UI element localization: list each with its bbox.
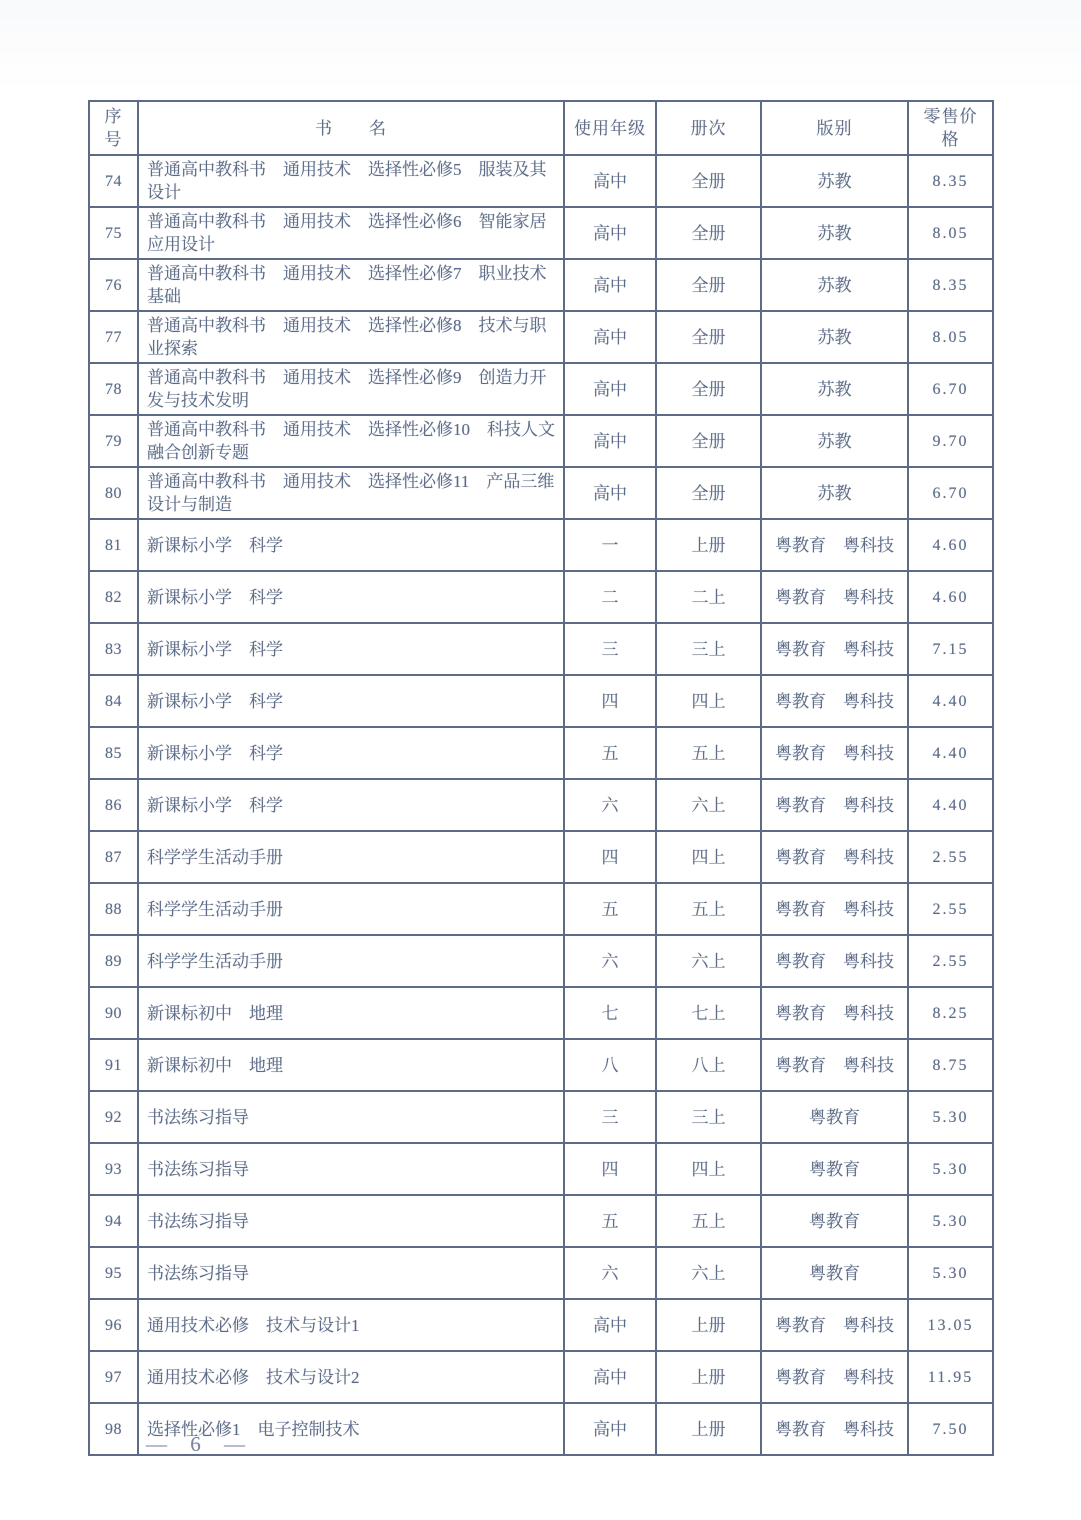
header-volume: 册次 (656, 101, 761, 155)
cell-serial: 83 (89, 623, 138, 675)
cell-serial: 89 (89, 935, 138, 987)
table-row (89, 155, 993, 207)
cell-edition: 粤教育 粤科技 (761, 675, 908, 727)
table-row (89, 363, 993, 415)
table-row (89, 259, 993, 311)
cell-grade: 四 (564, 1143, 656, 1195)
cell-volume: 上册 (656, 519, 761, 571)
cell-book-title: 选择性必修1 电子控制技术 (138, 1403, 564, 1455)
table-row (89, 467, 993, 519)
header-serial: 序号 (89, 101, 138, 155)
cell-volume: 四上 (656, 675, 761, 727)
cell-edition: 粤教育 粤科技 (761, 1351, 908, 1403)
table-row (89, 623, 993, 675)
cell-serial: 75 (89, 207, 138, 259)
cell-edition: 苏教 (761, 207, 908, 259)
table-row (89, 779, 993, 831)
cell-volume: 二上 (656, 571, 761, 623)
cell-book-title: 普通高中教科书 通用技术 选择性必修6 智能家居应用设计 (138, 207, 564, 259)
header-grade: 使用年级 (564, 101, 656, 155)
cell-volume: 全册 (656, 155, 761, 207)
cell-serial: 82 (89, 571, 138, 623)
cell-grade: 高中 (564, 1299, 656, 1351)
table-row (89, 727, 993, 779)
cell-grade: 一 (564, 519, 656, 571)
cell-grade: 七 (564, 987, 656, 1039)
cell-edition: 粤教育 粤科技 (761, 519, 908, 571)
cell-volume: 上册 (656, 1403, 761, 1455)
cell-price: 4.40 (908, 675, 993, 727)
cell-price: 9.70 (908, 415, 993, 467)
cell-price: 2.55 (908, 831, 993, 883)
cell-edition: 粤教育 粤科技 (761, 831, 908, 883)
cell-edition: 苏教 (761, 363, 908, 415)
cell-price: 5.30 (908, 1091, 993, 1143)
cell-serial: 96 (89, 1299, 138, 1351)
cell-price: 4.60 (908, 571, 993, 623)
table-row (89, 1143, 993, 1195)
cell-serial: 91 (89, 1039, 138, 1091)
cell-price: 7.15 (908, 623, 993, 675)
cell-volume: 五上 (656, 1195, 761, 1247)
table-row (89, 1299, 993, 1351)
header-book-title: 书 名 (138, 101, 564, 155)
table-row (89, 831, 993, 883)
cell-volume: 上册 (656, 1299, 761, 1351)
cell-price: 13.05 (908, 1299, 993, 1351)
cell-volume: 全册 (656, 207, 761, 259)
cell-serial: 84 (89, 675, 138, 727)
cell-serial: 90 (89, 987, 138, 1039)
cell-serial: 74 (89, 155, 138, 207)
cell-volume: 八上 (656, 1039, 761, 1091)
cell-serial: 95 (89, 1247, 138, 1299)
cell-edition: 苏教 (761, 311, 908, 363)
cell-book-title: 书法练习指导 (138, 1143, 564, 1195)
cell-edition: 苏教 (761, 155, 908, 207)
cell-serial: 88 (89, 883, 138, 935)
cell-book-title: 书法练习指导 (138, 1195, 564, 1247)
cell-book-title: 书法练习指导 (138, 1091, 564, 1143)
cell-volume: 四上 (656, 831, 761, 883)
header-edition: 版别 (761, 101, 908, 155)
cell-volume: 三上 (656, 1091, 761, 1143)
cell-edition: 苏教 (761, 415, 908, 467)
table-row (89, 1039, 993, 1091)
cell-edition: 粤教育 粤科技 (761, 727, 908, 779)
cell-grade: 八 (564, 1039, 656, 1091)
cell-grade: 高中 (564, 363, 656, 415)
cell-volume: 全册 (656, 259, 761, 311)
cell-book-title: 科学学生活动手册 (138, 883, 564, 935)
cell-edition: 粤教育 粤科技 (761, 935, 908, 987)
cell-volume: 全册 (656, 467, 761, 519)
cell-price: 4.40 (908, 727, 993, 779)
cell-book-title: 普通高中教科书 通用技术 选择性必修11 产品三维设计与制造 (138, 467, 564, 519)
cell-grade: 四 (564, 831, 656, 883)
table-row (89, 1351, 993, 1403)
table-header-row (89, 101, 993, 155)
cell-serial: 81 (89, 519, 138, 571)
cell-grade: 五 (564, 1195, 656, 1247)
cell-book-title: 新课标小学 科学 (138, 779, 564, 831)
cell-volume: 六上 (656, 779, 761, 831)
cell-edition: 粤教育 粤科技 (761, 987, 908, 1039)
cell-grade: 高中 (564, 1403, 656, 1455)
table-row (89, 207, 993, 259)
cell-price: 8.25 (908, 987, 993, 1039)
cell-book-title: 普通高中教科书 通用技术 选择性必修10 科技人文融合创新专题 (138, 415, 564, 467)
cell-edition: 粤教育 (761, 1195, 908, 1247)
cell-price: 5.30 (908, 1247, 993, 1299)
cell-price: 8.05 (908, 311, 993, 363)
cell-grade: 六 (564, 935, 656, 987)
cell-book-title: 新课标小学 科学 (138, 519, 564, 571)
table-body (89, 155, 993, 1455)
cell-price: 5.30 (908, 1143, 993, 1195)
cell-volume: 全册 (656, 311, 761, 363)
cell-grade: 高中 (564, 311, 656, 363)
cell-book-title: 新课标小学 科学 (138, 623, 564, 675)
cell-book-title: 普通高中教科书 通用技术 选择性必修9 创造力开发与技术发明 (138, 363, 564, 415)
cell-grade: 高中 (564, 1351, 656, 1403)
cell-book-title: 普通高中教科书 通用技术 选择性必修8 技术与职业探索 (138, 311, 564, 363)
table-row (89, 935, 993, 987)
cell-serial: 93 (89, 1143, 138, 1195)
cell-edition: 粤教育 粤科技 (761, 779, 908, 831)
cell-book-title: 科学学生活动手册 (138, 831, 564, 883)
cell-book-title: 通用技术必修 技术与设计1 (138, 1299, 564, 1351)
cell-volume: 六上 (656, 1247, 761, 1299)
cell-price: 11.95 (908, 1351, 993, 1403)
cell-price: 8.75 (908, 1039, 993, 1091)
cell-volume: 全册 (656, 363, 761, 415)
cell-book-title: 新课标小学 科学 (138, 675, 564, 727)
page-number: — 6 — (146, 1432, 254, 1456)
cell-grade: 五 (564, 727, 656, 779)
cell-grade: 二 (564, 571, 656, 623)
cell-price: 8.35 (908, 155, 993, 207)
cell-serial: 94 (89, 1195, 138, 1247)
cell-edition: 苏教 (761, 467, 908, 519)
header-price: 零售价格 (908, 101, 993, 155)
cell-serial: 92 (89, 1091, 138, 1143)
cell-grade: 高中 (564, 259, 656, 311)
cell-price: 8.35 (908, 259, 993, 311)
table-row (89, 883, 993, 935)
cell-serial: 78 (89, 363, 138, 415)
cell-price: 7.50 (908, 1403, 993, 1455)
cell-volume: 三上 (656, 623, 761, 675)
cell-grade: 高中 (564, 207, 656, 259)
cell-edition: 粤教育 粤科技 (761, 623, 908, 675)
cell-edition: 苏教 (761, 259, 908, 311)
table-row (89, 987, 993, 1039)
cell-volume: 七上 (656, 987, 761, 1039)
cell-edition: 粤教育 粤科技 (761, 1039, 908, 1091)
cell-book-title: 普通高中教科书 通用技术 选择性必修5 服装及其设计 (138, 155, 564, 207)
cell-edition: 粤教育 粤科技 (761, 1403, 908, 1455)
table-row (89, 675, 993, 727)
table-row (89, 311, 993, 363)
cell-book-title: 普通高中教科书 通用技术 选择性必修7 职业技术基础 (138, 259, 564, 311)
table-row (89, 415, 993, 467)
cell-edition: 粤教育 粤科技 (761, 1299, 908, 1351)
cell-edition: 粤教育 (761, 1143, 908, 1195)
cell-serial: 85 (89, 727, 138, 779)
cell-edition: 粤教育 (761, 1091, 908, 1143)
cell-price: 6.70 (908, 467, 993, 519)
cell-grade: 三 (564, 623, 656, 675)
cell-grade: 五 (564, 883, 656, 935)
cell-serial: 80 (89, 467, 138, 519)
cell-price: 4.60 (908, 519, 993, 571)
cell-edition: 粤教育 粤科技 (761, 571, 908, 623)
cell-price: 5.30 (908, 1195, 993, 1247)
cell-book-title: 新课标初中 地理 (138, 987, 564, 1039)
cell-book-title: 书法练习指导 (138, 1247, 564, 1299)
table-row (89, 519, 993, 571)
cell-serial: 79 (89, 415, 138, 467)
cell-serial: 87 (89, 831, 138, 883)
cell-volume: 上册 (656, 1351, 761, 1403)
cell-serial: 86 (89, 779, 138, 831)
cell-grade: 六 (564, 779, 656, 831)
cell-grade: 高中 (564, 155, 656, 207)
cell-book-title: 通用技术必修 技术与设计2 (138, 1351, 564, 1403)
cell-grade: 高中 (564, 415, 656, 467)
cell-volume: 六上 (656, 935, 761, 987)
cell-volume: 五上 (656, 883, 761, 935)
cell-serial: 98 (89, 1403, 138, 1455)
cell-volume: 全册 (656, 415, 761, 467)
cell-grade: 三 (564, 1091, 656, 1143)
cell-edition: 粤教育 (761, 1247, 908, 1299)
table-row (89, 1091, 993, 1143)
cell-book-title: 新课标小学 科学 (138, 571, 564, 623)
cell-volume: 五上 (656, 727, 761, 779)
textbook-price-table (88, 100, 994, 1456)
table-row (89, 1247, 993, 1299)
cell-book-title: 科学学生活动手册 (138, 935, 564, 987)
cell-grade: 四 (564, 675, 656, 727)
cell-book-title: 新课标初中 地理 (138, 1039, 564, 1091)
cell-grade: 六 (564, 1247, 656, 1299)
cell-serial: 97 (89, 1351, 138, 1403)
cell-price: 6.70 (908, 363, 993, 415)
cell-serial: 76 (89, 259, 138, 311)
cell-edition: 粤教育 粤科技 (761, 883, 908, 935)
table-row (89, 1195, 993, 1247)
cell-price: 8.05 (908, 207, 993, 259)
cell-grade: 高中 (564, 467, 656, 519)
cell-price: 2.55 (908, 935, 993, 987)
table-row (89, 571, 993, 623)
cell-price: 4.40 (908, 779, 993, 831)
cell-volume: 四上 (656, 1143, 761, 1195)
cell-serial: 77 (89, 311, 138, 363)
cell-book-title: 新课标小学 科学 (138, 727, 564, 779)
cell-price: 2.55 (908, 883, 993, 935)
